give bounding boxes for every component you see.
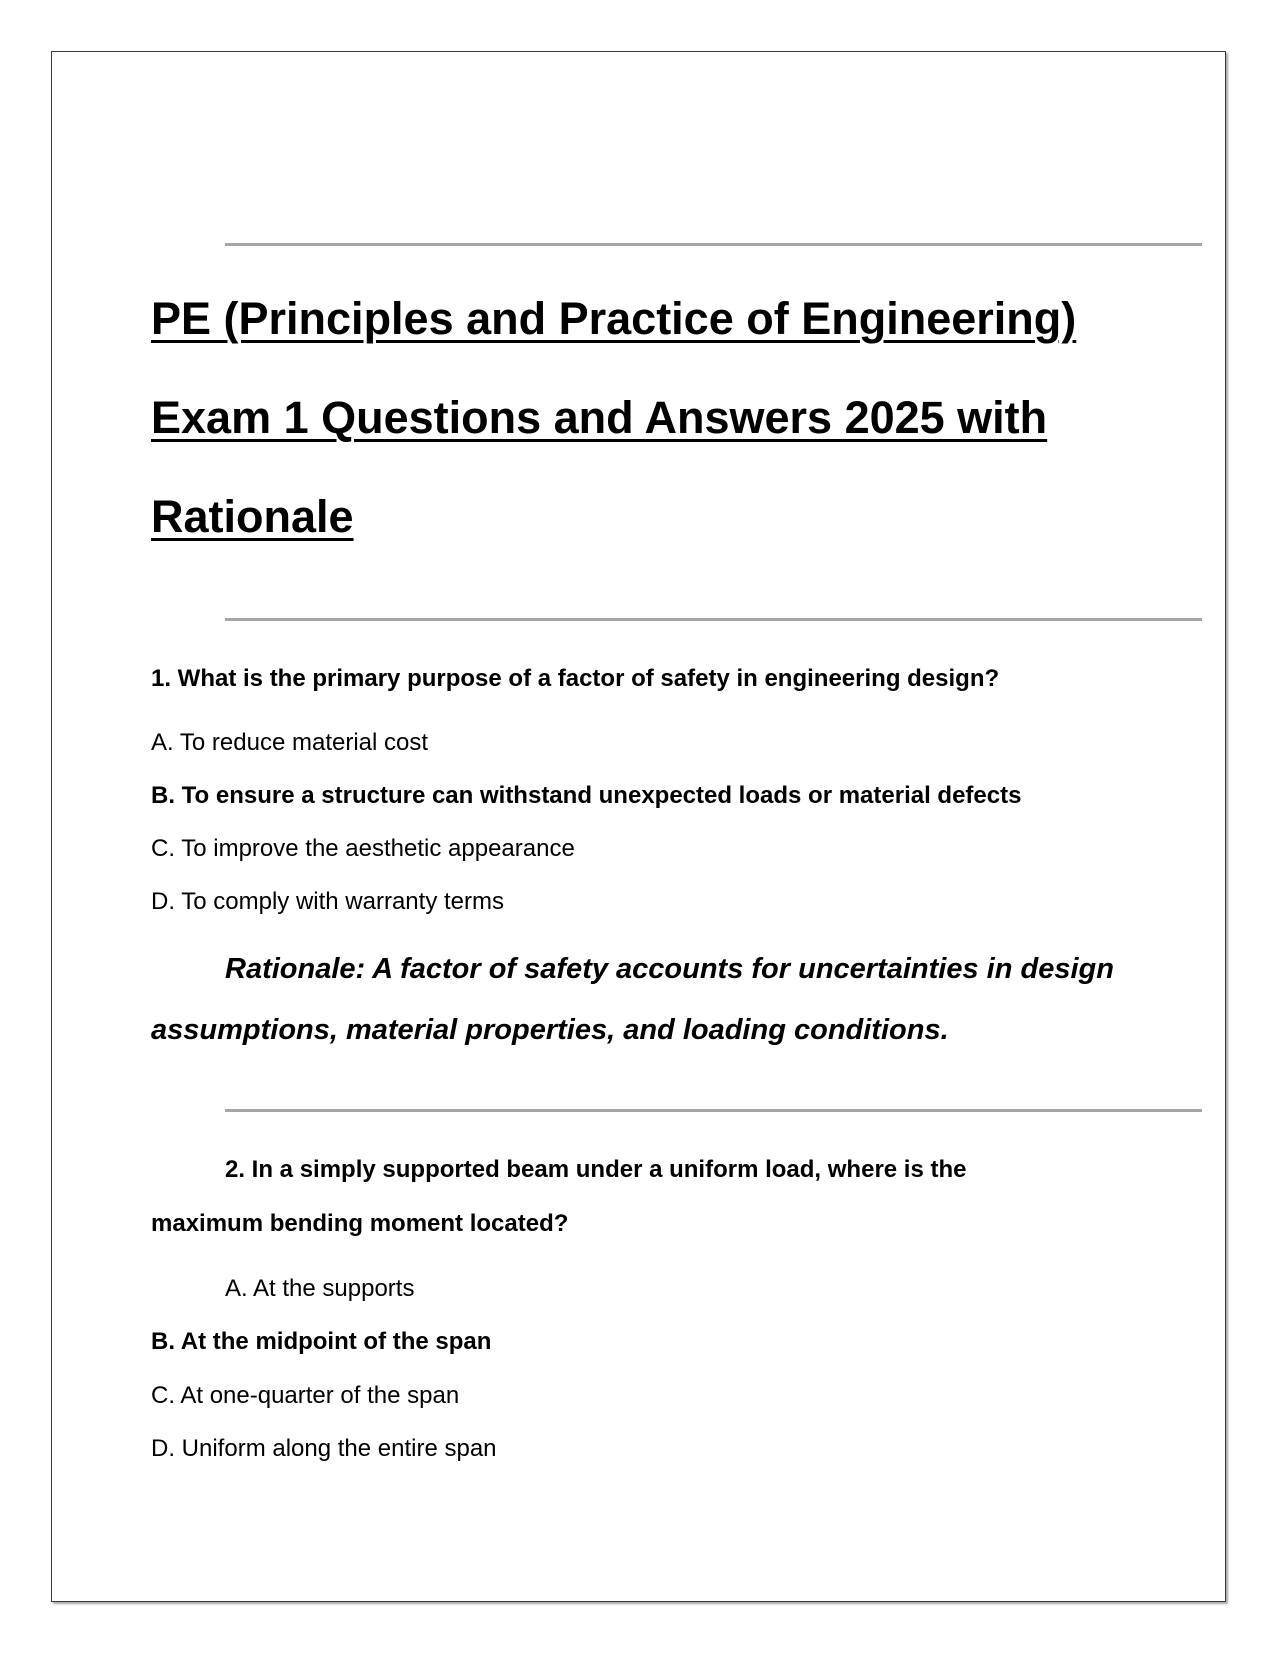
- question-1-option-b-correct: B. To ensure a structure can withstand unexpected loads or material defects: [151, 782, 1022, 809]
- document-title-line-2: Exam 1 Questions and Answers 2025 with: [151, 392, 1048, 443]
- question-2-text-line-2: maximum bending moment located?: [151, 1210, 569, 1237]
- question-2-option-a: A. At the supports: [225, 1275, 415, 1302]
- question-1-option-a: A. To reduce material cost: [151, 729, 429, 756]
- title-divider: [225, 618, 1202, 621]
- question-divider: [225, 1109, 1202, 1112]
- question-1-option-c: C. To improve the aesthetic appearance: [151, 835, 575, 862]
- question-1-text: 1. What is the primary purpose of a factor of safety in engineering design?: [151, 665, 1000, 692]
- question-2-option-d: D. Uniform along the entire span: [151, 1435, 497, 1462]
- question-1-option-d: D. To comply with warranty terms: [151, 888, 504, 915]
- question-2-option-c: C. At one-quarter of the span: [151, 1382, 460, 1409]
- question-2-text-line-1: 2. In a simply supported beam under a uniform load, where is the: [225, 1156, 967, 1183]
- document-title-line-3: Rationale: [151, 491, 354, 542]
- document-title-line-1: PE (Principles and Practice of Engineering): [151, 293, 1077, 344]
- top-divider: [225, 243, 1202, 246]
- question-1-rationale-line-2: assumptions, material properties, and loading conditions.: [151, 1014, 949, 1046]
- page-border: [51, 51, 1226, 1602]
- question-1-rationale-line-1: Rationale: A factor of safety accounts for uncertainties in design: [225, 953, 1114, 985]
- question-2-option-b-correct: B. At the midpoint of the span: [151, 1328, 492, 1355]
